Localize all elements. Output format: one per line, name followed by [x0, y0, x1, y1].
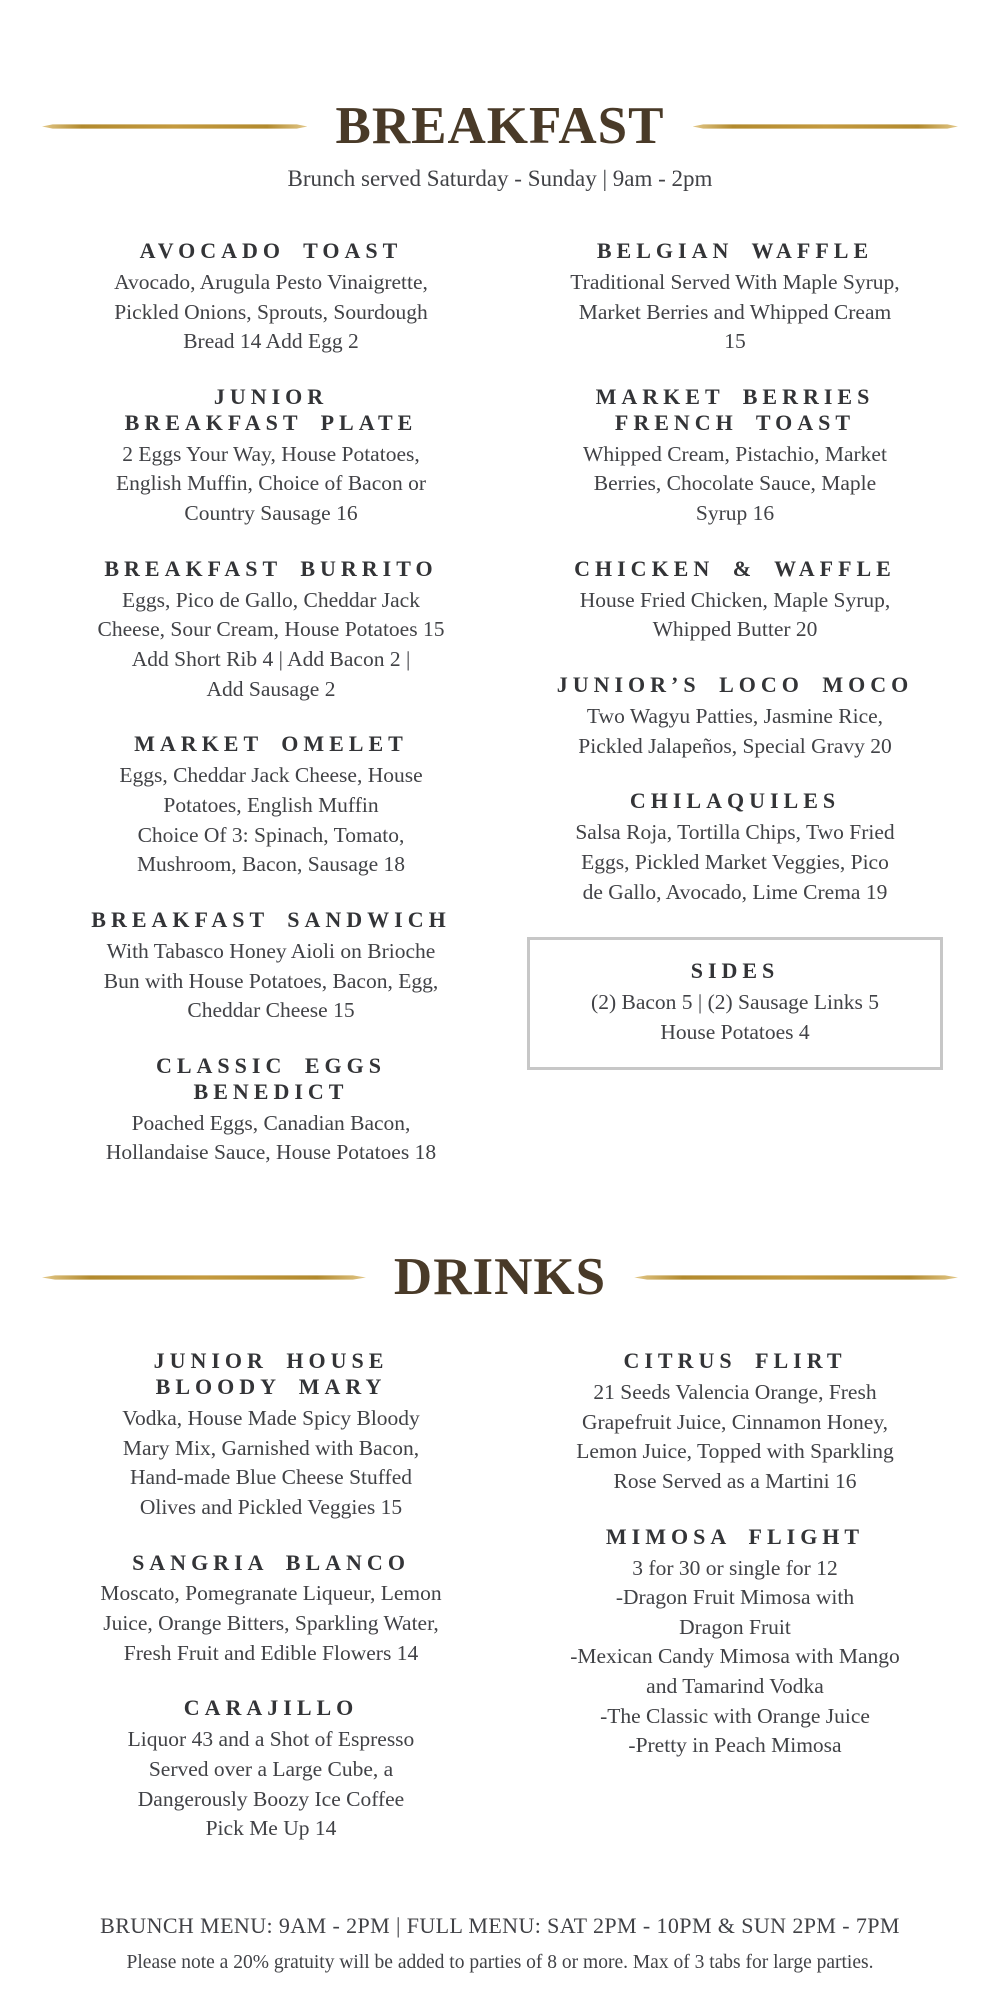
- breakfast-title: BREAKFAST: [335, 97, 665, 155]
- item-name: [520, 1348, 950, 1374]
- item-name: [520, 238, 950, 264]
- item-description: [520, 1554, 950, 1762]
- item-description-line: Choice Of 3: Spinach, Tomato,: [137, 822, 405, 847]
- item-description-line: Pickled Onions, Sprouts, Sourdough: [114, 299, 428, 324]
- item-name: [42, 1053, 500, 1105]
- item-description: [520, 818, 950, 907]
- item-name: [520, 788, 950, 814]
- drinks-title: DRINKS: [393, 1248, 607, 1307]
- item-name: [42, 731, 500, 757]
- item-description: [520, 1378, 950, 1497]
- gold-divider-line: [42, 1275, 366, 1280]
- item-description-line: Salsa Roja, Tortilla Chips, Two Fried: [575, 820, 895, 845]
- item-description-line: Cheese, Sour Cream, House Potatoes 15: [97, 617, 445, 642]
- menu-item: [42, 1053, 500, 1168]
- item-description: [42, 1579, 500, 1668]
- footer-gratuity-line: Please note a 20% gratuity will be added to parties of 8 or more. Max of 3 tabs for large parties.: [126, 1952, 874, 1973]
- menu-item: [42, 1550, 500, 1669]
- section-breakfast: [0, 96, 1000, 1195]
- item-description: [42, 1725, 500, 1844]
- breakfast-columns: [0, 238, 1000, 1195]
- item-description-line: Whipped Cream, Pistachio, Market: [583, 441, 887, 466]
- item-description-line: Rose Served as a Martini 16: [613, 1468, 857, 1493]
- item-description-line: Fresh Fruit and Edible Flowers 14: [123, 1640, 419, 1665]
- item-description-line: Pick Me Up 14: [205, 1816, 337, 1841]
- item-description: [42, 1109, 500, 1168]
- item-description-line: Avocado, Arugula Pesto Vinaigrette,: [114, 269, 428, 294]
- item-description-line: and Tamarind Vodka: [646, 1674, 824, 1699]
- menu-item: [42, 238, 500, 357]
- item-name-line: JUNIOR: [213, 383, 329, 409]
- item-description-line: Two Wagyu Patties, Jasmine Rice,: [586, 703, 884, 728]
- item-name: [42, 1550, 500, 1576]
- item-description: [520, 440, 950, 529]
- item-description-line: Mary Mix, Garnished with Bacon,: [122, 1435, 420, 1460]
- item-name-line: MARKET BERRIES: [595, 383, 875, 409]
- item-name-line: FRENCH TOAST: [614, 409, 856, 435]
- item-description-line: Hollandaise Sauce, House Potatoes 18: [105, 1140, 437, 1165]
- item-description-line: Mushroom, Bacon, Sausage 18: [136, 852, 406, 877]
- menu-page: [0, 96, 1000, 1871]
- breakfast-subtitle: Brunch served Saturday - Sunday | 9am - 2pm: [287, 165, 713, 191]
- menu-item: [42, 731, 500, 880]
- item-description-line: 2 Eggs Your Way, House Potatoes,: [122, 441, 420, 466]
- item-description-line: Moscato, Pomegranate Liqueur, Lemon: [100, 1581, 442, 1606]
- item-name-line: CHICKEN & WAFFLE: [574, 555, 896, 581]
- item-description-line: Dangerously Boozy Ice Coffee: [137, 1786, 405, 1811]
- item-description-line: -Pretty in Peach Mimosa: [628, 1733, 842, 1758]
- item-description: [520, 702, 950, 761]
- item-name-line: JUNIOR’S LOCO MOCO: [556, 672, 914, 697]
- item-name: [520, 1524, 950, 1550]
- item-description: [42, 761, 500, 880]
- item-description: [536, 988, 934, 1047]
- item-description-line: Grapefruit Juice, Cinnamon Honey,: [581, 1409, 889, 1434]
- item-description-line: With Tabasco Honey Aioli on Brioche: [106, 938, 436, 963]
- breakfast-column-left: [42, 238, 500, 1195]
- menu-footer: [0, 1913, 1000, 2000]
- menu-item: [520, 238, 950, 357]
- item-description-line: Liquor 43 and a Shot of Espresso: [127, 1727, 415, 1752]
- item-description-line: Berries, Chocolate Sauce, Maple: [593, 471, 877, 496]
- item-description-line: Eggs, Cheddar Jack Cheese, House: [119, 763, 423, 788]
- item-description-line: Served over a Large Cube, a: [148, 1757, 394, 1782]
- item-description-line: Bread 14 Add Egg 2: [183, 329, 359, 354]
- item-description: [520, 268, 950, 357]
- item-name: [520, 384, 950, 436]
- item-description-line: Poached Eggs, Canadian Bacon,: [131, 1110, 411, 1135]
- item-description-line: Dragon Fruit: [679, 1614, 791, 1639]
- item-description-line: Whipped Butter 20: [652, 617, 818, 642]
- item-name-line: CITRUS FLIRT: [623, 1347, 847, 1373]
- item-description-line: Eggs, Pico de Gallo, Cheddar Jack: [122, 587, 420, 612]
- item-name: [42, 384, 500, 436]
- gold-divider-line: [693, 124, 958, 129]
- item-description-line: Lemon Juice, Topped with Sparkling: [576, 1439, 894, 1464]
- sides-box: [527, 937, 943, 1070]
- item-name: [42, 907, 500, 933]
- item-description-line: 3 for 30 or single for 12: [632, 1555, 838, 1580]
- item-description-line: Pickled Jalapeños, Special Gravy 20: [578, 733, 892, 758]
- menu-item: [42, 907, 500, 1026]
- item-description-line: de Gallo, Avocado, Lime Crema 19: [582, 879, 888, 904]
- item-name: [42, 238, 500, 264]
- item-name-line: BELGIAN WAFFLE: [596, 237, 874, 263]
- item-description-line: -Mexican Candy Mimosa with Mango: [570, 1644, 900, 1669]
- menu-item: [520, 556, 950, 645]
- item-name-line: BENEDICT: [193, 1078, 349, 1104]
- item-description-line: English Muffin, Choice of Bacon or: [115, 471, 427, 496]
- menu-item: [42, 556, 500, 705]
- footer-hours-line: BRUNCH MENU: 9AM - 2PM | FULL MENU: SAT 2PM - 10PM & SUN 2PM - 7PM: [100, 1913, 900, 1938]
- item-name-line: SANGRIA BLANCO: [132, 1549, 410, 1575]
- item-name-line: MIMOSA FLIGHT: [605, 1523, 865, 1549]
- item-description-line: (2) Bacon 5 | (2) Sausage Links 5: [591, 990, 879, 1015]
- item-name-line: JUNIOR HOUSE: [153, 1347, 389, 1373]
- menu-item: [520, 788, 950, 907]
- item-name: [520, 556, 950, 582]
- item-description: [520, 586, 950, 645]
- item-name-line: BLOODY MARY: [155, 1373, 387, 1399]
- section-drinks: [0, 1247, 1000, 1871]
- menu-item: [42, 1695, 500, 1844]
- item-description-line: Hand-made Blue Cheese Stuffed: [129, 1465, 412, 1490]
- item-description: [42, 440, 500, 529]
- breakfast-header: [0, 96, 1000, 157]
- breakfast-column-right: [520, 238, 950, 1195]
- item-description-line: Market Berries and Whipped Cream: [578, 299, 892, 324]
- item-name: [42, 1695, 500, 1721]
- menu-item: [520, 1348, 950, 1497]
- item-description-line: Olives and Pickled Veggies 15: [139, 1494, 403, 1519]
- item-description-line: Add Sausage 2: [206, 676, 336, 701]
- item-description-line: House Potatoes 4: [660, 1019, 810, 1044]
- drinks-column-right: [520, 1348, 950, 1871]
- item-name-line: CLASSIC EGGS: [155, 1052, 386, 1078]
- item-name-line: CARAJILLO: [183, 1695, 359, 1721]
- item-name: [536, 958, 934, 984]
- item-description-line: Syrup 16: [695, 501, 775, 526]
- item-name-line: BREAKFAST BURRITO: [104, 555, 438, 581]
- drinks-columns: [0, 1348, 1000, 1871]
- drinks-header: [0, 1247, 1000, 1308]
- item-description-line: Potatoes, English Muffin: [163, 792, 379, 817]
- item-description-line: Country Sausage 16: [184, 501, 358, 526]
- item-name-line: AVOCADO TOAST: [139, 237, 403, 263]
- item-description: [42, 937, 500, 1026]
- item-description-line: Bun with House Potatoes, Bacon, Egg,: [103, 968, 439, 993]
- menu-item: [520, 672, 950, 761]
- item-description-line: Add Short Rib 4 | Add Bacon 2 |: [131, 647, 411, 671]
- gold-divider-line: [42, 124, 307, 129]
- menu-item: [42, 1348, 500, 1523]
- item-description-line: 21 Seeds Valencia Orange, Fresh: [593, 1379, 877, 1404]
- item-name-line: SIDES: [690, 958, 780, 984]
- item-name-line: BREAKFAST SANDWICH: [91, 906, 451, 932]
- item-description-line: Juice, Orange Bitters, Sparkling Water,: [103, 1611, 439, 1636]
- item-name-line: MARKET OMELET: [134, 731, 408, 757]
- gold-divider-line: [634, 1275, 958, 1280]
- item-description-line: -The Classic with Orange Juice: [600, 1703, 870, 1728]
- item-description-line: House Fried Chicken, Maple Syrup,: [579, 587, 891, 612]
- item-description: [42, 1404, 500, 1523]
- drinks-column-left: [42, 1348, 500, 1871]
- item-description-line: -Dragon Fruit Mimosa with: [615, 1585, 855, 1610]
- item-description-line: Eggs, Pickled Market Veggies, Pico: [581, 849, 889, 874]
- menu-item: [520, 1524, 950, 1762]
- item-description-line: Cheddar Cheese 15: [187, 998, 355, 1023]
- item-name: [42, 556, 500, 582]
- item-name: [42, 1348, 500, 1400]
- item-description-line: 15: [724, 329, 746, 354]
- item-description-line: Traditional Served With Maple Syrup,: [570, 269, 900, 294]
- item-name-line: CHILAQUILES: [629, 788, 841, 814]
- item-description: [42, 586, 500, 705]
- item-name-line: BREAKFAST PLATE: [124, 409, 418, 435]
- item-description: [42, 268, 500, 357]
- item-name: [520, 672, 950, 698]
- menu-item: [42, 384, 500, 529]
- item-description-line: Vodka, House Made Spicy Bloody: [122, 1405, 420, 1430]
- menu-item: [520, 384, 950, 529]
